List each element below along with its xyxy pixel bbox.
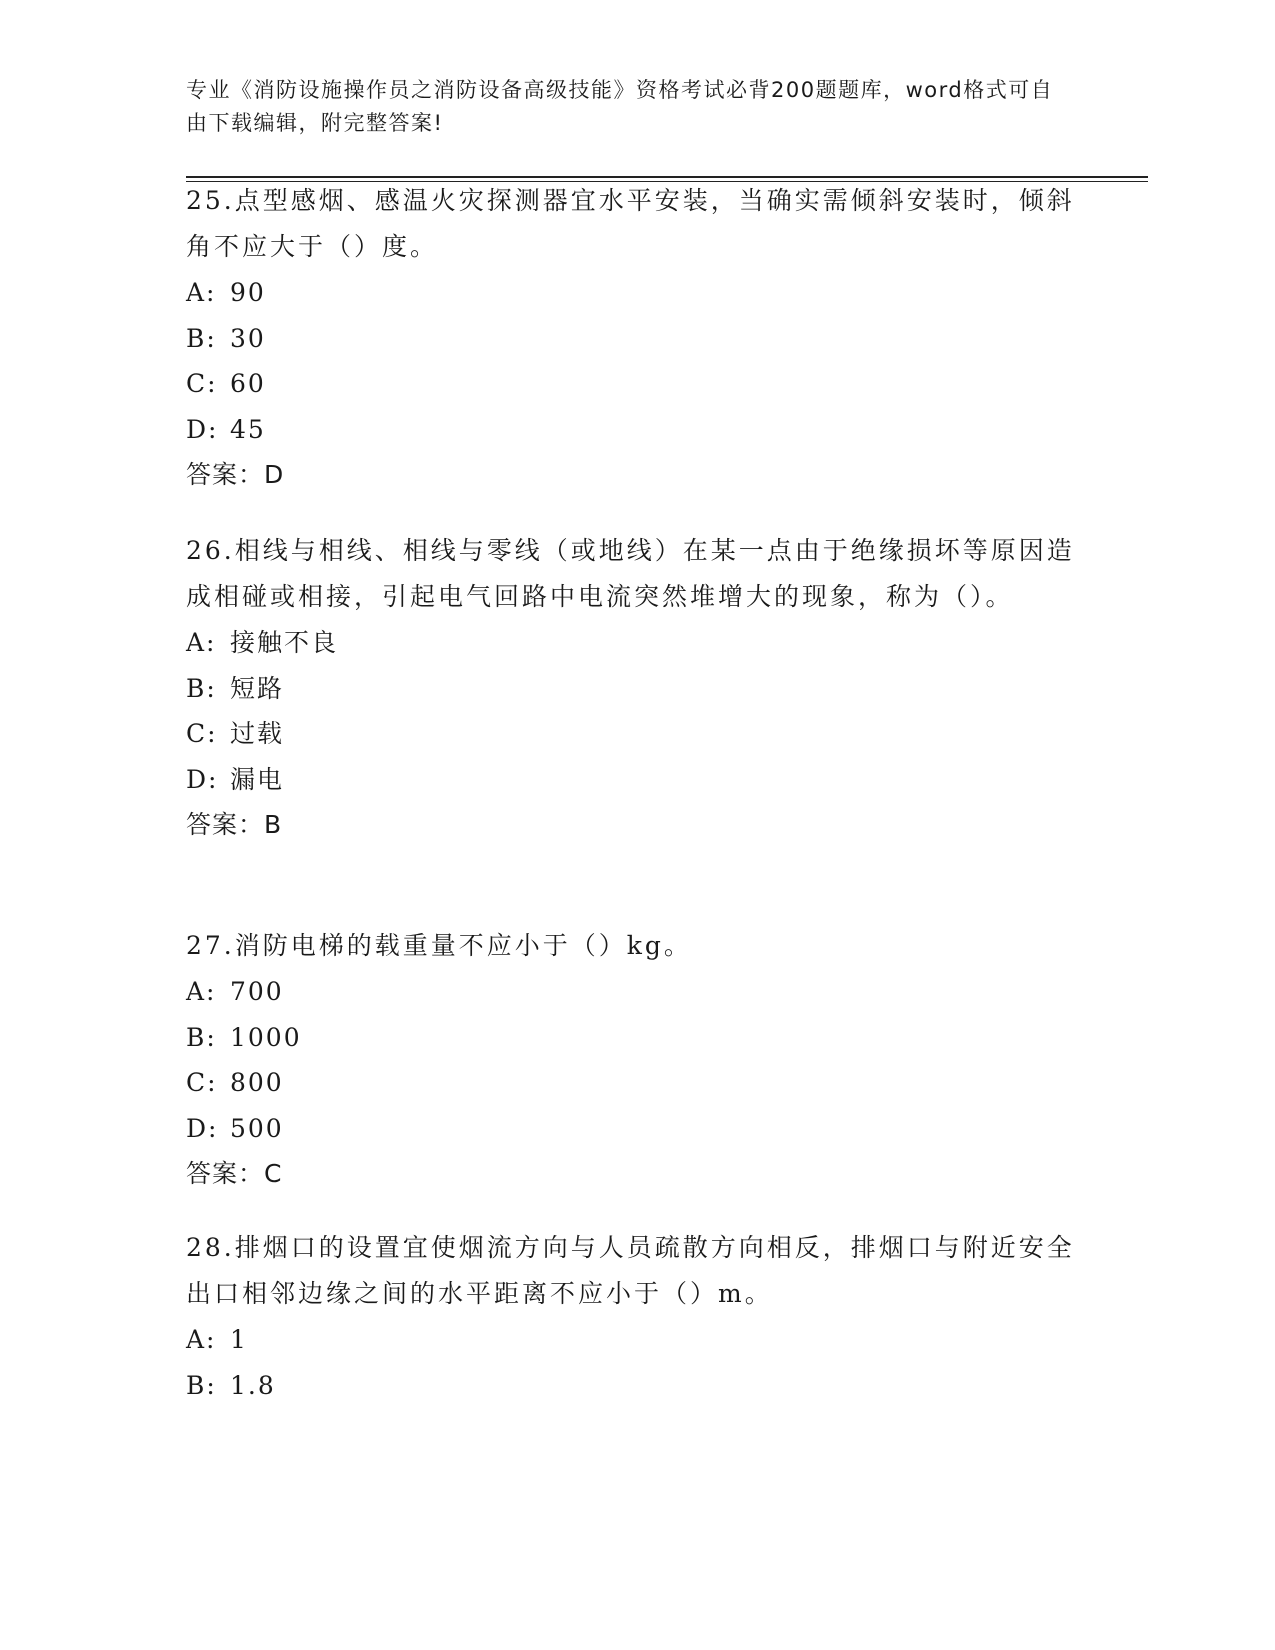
question-25 [186,178,1086,497]
question-number: 26. [186,536,235,565]
option-d [186,757,1086,803]
option-letter: C: [186,719,218,748]
question-text: 点型感烟、感温火灾探测器宜水平安装，当确实需倾斜安装时，倾斜角不应大于（）度。 [186,186,1075,261]
option-letter: B: [186,323,217,353]
answer [186,452,1086,497]
option-letter: A: [186,1325,217,1354]
option-c [186,1060,1086,1106]
answer [186,1151,1086,1196]
question-stem [186,923,1086,969]
question-number: 25. [186,186,235,215]
question-number: 27. [186,931,235,960]
option-text: 1 [230,1325,248,1354]
question-stem [186,528,1086,620]
question-text: 相线与相线、相线与零线（或地线）在某一点由于绝缘损坏等原因造成相碰或相接，引起电气回路中电流突然堆增大的现象，称为（）。 [186,536,1075,611]
option-c [186,361,1086,407]
option-letter: D: [186,764,219,794]
answer-value: C [264,1159,283,1188]
question-text: 排烟口的设置宜使烟流方向与人员疏散方向相反，排烟口与附近安全出口相邻边缘之间的水平距离不应小于（）m。 [186,1233,1075,1308]
answer-value: B [264,810,283,839]
question-stem [186,1225,1086,1317]
option-text: 800 [230,1068,284,1097]
option-letter: B: [186,1022,217,1052]
option-letter: A: [186,628,217,657]
option-b [186,666,1086,712]
document-header: 专业《消防设施操作员之消防设备高级技能》资格考试必背200题题库，word格式可自由下载编辑，附完整答案! [186,78,1054,135]
option-text: 短路 [230,673,285,703]
option-a [186,969,1086,1015]
option-text: 700 [230,977,284,1006]
option-text: 60 [230,369,266,398]
answer-label: 答案： [186,810,265,839]
option-text: 1.8 [230,1370,276,1400]
option-letter: A: [186,278,217,307]
answer-value: D [264,460,285,489]
option-text: 1000 [230,1022,302,1052]
option-letter: B: [186,673,217,703]
option-a [186,1317,1086,1363]
option-letter: C: [186,1068,218,1097]
option-text: 30 [230,323,266,353]
option-letter: D: [186,414,219,444]
option-letter: B: [186,1370,217,1400]
question-stem [186,178,1086,270]
option-b [186,1363,1086,1409]
option-b [186,1015,1086,1061]
question-27 [186,923,1086,1196]
question-number: 28. [186,1233,235,1262]
option-text: 接触不良 [230,628,339,657]
answer-label: 答案： [186,1159,265,1188]
option-letter: D: [186,1113,219,1143]
option-c [186,711,1086,757]
option-text: 过载 [230,719,285,748]
option-b [186,316,1086,362]
option-a [186,270,1086,316]
option-letter: A: [186,977,217,1006]
option-letter: C: [186,369,218,398]
option-text: 90 [230,278,266,307]
option-a [186,620,1086,666]
option-text: 45 [230,414,266,444]
option-text: 500 [230,1113,284,1143]
question-28 [186,1225,1086,1408]
option-d [186,407,1086,453]
option-d [186,1106,1086,1152]
question-text: 消防电梯的载重量不应小于（）kg。 [234,931,692,960]
question-26 [186,528,1086,847]
answer-label: 答案： [186,460,265,489]
answer [186,802,1086,847]
option-text: 漏电 [230,764,285,794]
